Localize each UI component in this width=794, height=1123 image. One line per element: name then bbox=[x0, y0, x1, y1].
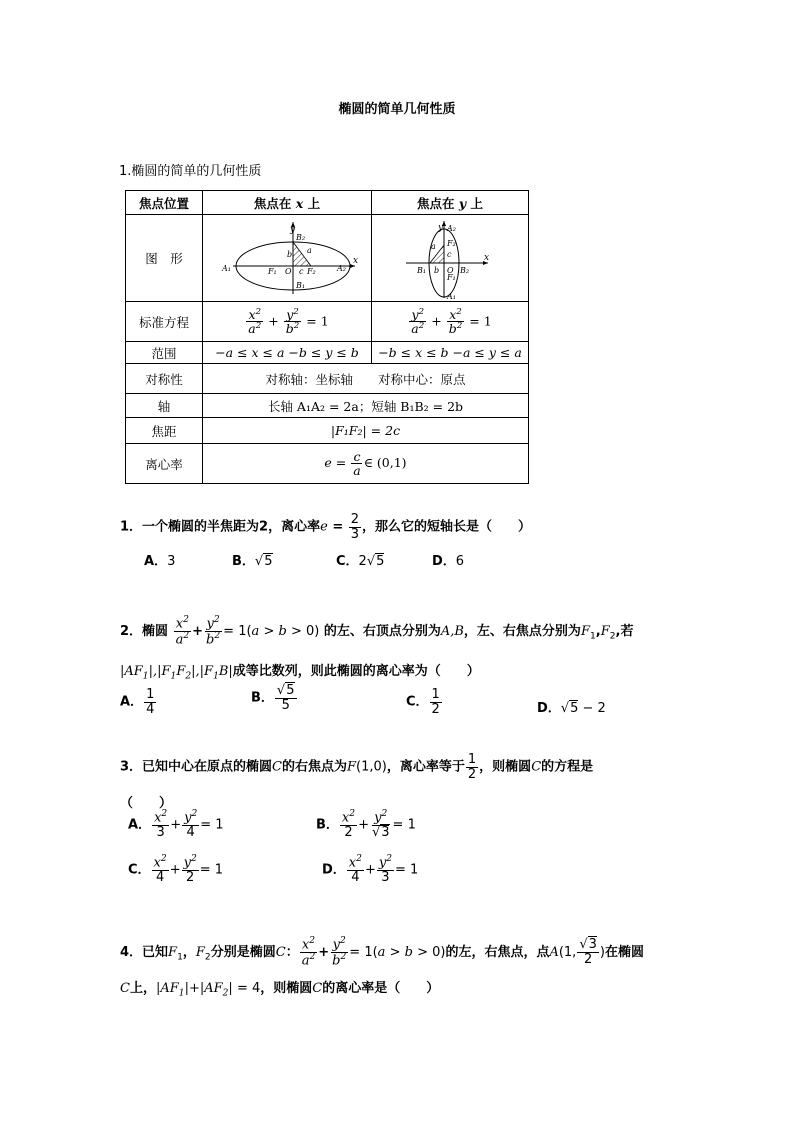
svg-text:F₁: F₁ bbox=[447, 272, 456, 282]
q2-option-d: D．√5 − 2 bbox=[537, 701, 606, 716]
question-3: 3．已知中心在原点的椭圆C的右焦点为F(1,0)，离心率等于 $\frac{1}{2}$ ，则椭圆C的方程是 bbox=[120, 752, 594, 782]
q1-option-a: A．3 bbox=[144, 554, 176, 569]
q2-option-a: A． $\frac{1}{4}$ bbox=[120, 687, 155, 717]
question-4-line2: C上，$|AF_1|+|AF_2| = 4$，则椭圆C的离心率是（ ） bbox=[120, 981, 440, 999]
row-label-axis: 轴 bbox=[126, 394, 203, 418]
header-y-foci: 焦点在 y 上 bbox=[372, 191, 529, 215]
svg-text:A₂: A₂ bbox=[447, 223, 456, 233]
standard-eq-x: $\frac{x^2}{a^2}$ + $\frac{y^2}{b^2}$ = 1 bbox=[203, 302, 372, 342]
svg-text:B₁: B₁ bbox=[296, 280, 306, 290]
svg-text:y: y bbox=[438, 222, 444, 233]
ellipse-y-diagram bbox=[372, 216, 528, 301]
ellipse-x-diagram bbox=[203, 216, 371, 301]
q1-option-d: D．6 bbox=[432, 554, 465, 569]
q3-option-d: D． $\frac{x^2}{4}$ + $\frac{y^2}{3}$ = 1 bbox=[322, 854, 419, 885]
question-2-line2: $|AF_1|,|F_1F_2|,|F_1B|$成等比数列，则此椭圆的离心率为（ ） bbox=[120, 664, 480, 682]
range-x: −a ≤ x ≤ a −b ≤ y ≤ b bbox=[203, 342, 372, 364]
svg-text:c: c bbox=[299, 266, 304, 276]
svg-text:F₂: F₂ bbox=[447, 238, 456, 248]
axis-text: 长轴 A₁A₂ = 2a；短轴 B₁B₂ = 2b bbox=[203, 394, 529, 418]
svg-text:O: O bbox=[447, 265, 454, 275]
svg-text:F₁: F₁ bbox=[268, 266, 277, 276]
header-position: 焦点位置 bbox=[126, 191, 203, 215]
svg-text:O: O bbox=[285, 266, 292, 276]
svg-text:A₁: A₁ bbox=[447, 291, 456, 301]
question-3-paren: （ ） bbox=[120, 796, 173, 811]
svg-text:c: c bbox=[447, 249, 452, 259]
svg-text:x: x bbox=[353, 255, 359, 266]
q1-option-c: C．2√5 bbox=[336, 554, 385, 569]
properties-table bbox=[125, 190, 529, 484]
figure-x-ellipse bbox=[203, 215, 372, 302]
eccentricity-range: ∈ (0,1) bbox=[363, 455, 407, 470]
q1-option-b: B．√5 bbox=[232, 554, 273, 569]
section-heading: 1.椭圆的简单的几何性质 bbox=[119, 164, 262, 179]
question-2: 2．椭圆 $\frac{x^2}{a^2}$ + $\frac{y^2}{b^2}$ = 1(a > b > 0) 的左、右顶点分别为A,B，左、右焦点分别为$F_1,F_2$,若 bbox=[120, 615, 634, 648]
svg-text:A₂: A₂ bbox=[337, 263, 346, 273]
row-label-range: 范围 bbox=[126, 342, 203, 364]
svg-text:a: a bbox=[307, 245, 312, 255]
focal-text: |F₁F₂| = 2c bbox=[203, 418, 529, 444]
row-label-eccentricity: 离心率 bbox=[126, 444, 203, 484]
row-label-symmetry: 对称性 bbox=[126, 364, 203, 394]
q2-option-c: C． $\frac{1}{2}$ bbox=[406, 687, 440, 717]
symmetry-text: 对称轴：坐标轴 对称中心：原点 bbox=[203, 364, 529, 394]
question-1: 1．一个椭圆的半焦距为2，离心率e = $\frac{2}{3}$ ，那么它的短轴长是（ ） bbox=[120, 512, 532, 542]
eccentricity-text: e = $\frac{c}{a}$ ∈ (0,1) bbox=[203, 444, 529, 484]
svg-text:y: y bbox=[290, 224, 296, 235]
question-4: 4．已知$F_1$，$F_2$分别是椭圆C： $\frac{x^2}{a^2}$ + $\frac{y^2}{b^2}$ = 1(a > b > 0)的左，右焦点，点A(1, $\frac{√3}{2}$ )在椭圆 bbox=[120, 936, 644, 969]
svg-text:a: a bbox=[431, 241, 436, 251]
svg-text:b: b bbox=[287, 249, 293, 259]
range-y: −b ≤ x ≤ b −a ≤ y ≤ a bbox=[372, 342, 529, 364]
svg-text:F₂: F₂ bbox=[307, 266, 316, 276]
svg-text:B₂: B₂ bbox=[296, 232, 306, 242]
q2-option-b: B． $\frac{√5}{5}$ bbox=[251, 683, 295, 713]
row-label-focal: 焦距 bbox=[126, 418, 203, 444]
svg-text:A₁: A₁ bbox=[222, 263, 231, 273]
svg-text:x: x bbox=[484, 252, 490, 263]
svg-text:b: b bbox=[434, 265, 440, 275]
q3-option-c: C． $\frac{x^2}{4}$ + $\frac{y^2}{2}$ = 1 bbox=[128, 854, 224, 885]
page-title: 椭圆的简单几何性质 bbox=[338, 102, 456, 117]
q3-option-b: B． $\frac{x^2}{2}$ + $\frac{y^2}{√3}$ = 1 bbox=[316, 809, 416, 840]
q3-option-a: A． $\frac{x^2}{3}$ + $\frac{y^2}{4}$ = 1 bbox=[128, 809, 224, 840]
svg-text:B₁: B₁ bbox=[417, 265, 427, 275]
row-label-standard: 标准方程 bbox=[126, 302, 203, 342]
svg-text:B₂: B₂ bbox=[460, 265, 470, 275]
header-x-foci: 焦点在 x 上 bbox=[203, 191, 372, 215]
row-label-figure: 图 形 bbox=[126, 215, 203, 302]
figure-y-ellipse bbox=[372, 215, 529, 302]
standard-eq-y: $\frac{y^2}{a^2}$ + $\frac{x^2}{b^2}$ = 1 bbox=[372, 302, 529, 342]
